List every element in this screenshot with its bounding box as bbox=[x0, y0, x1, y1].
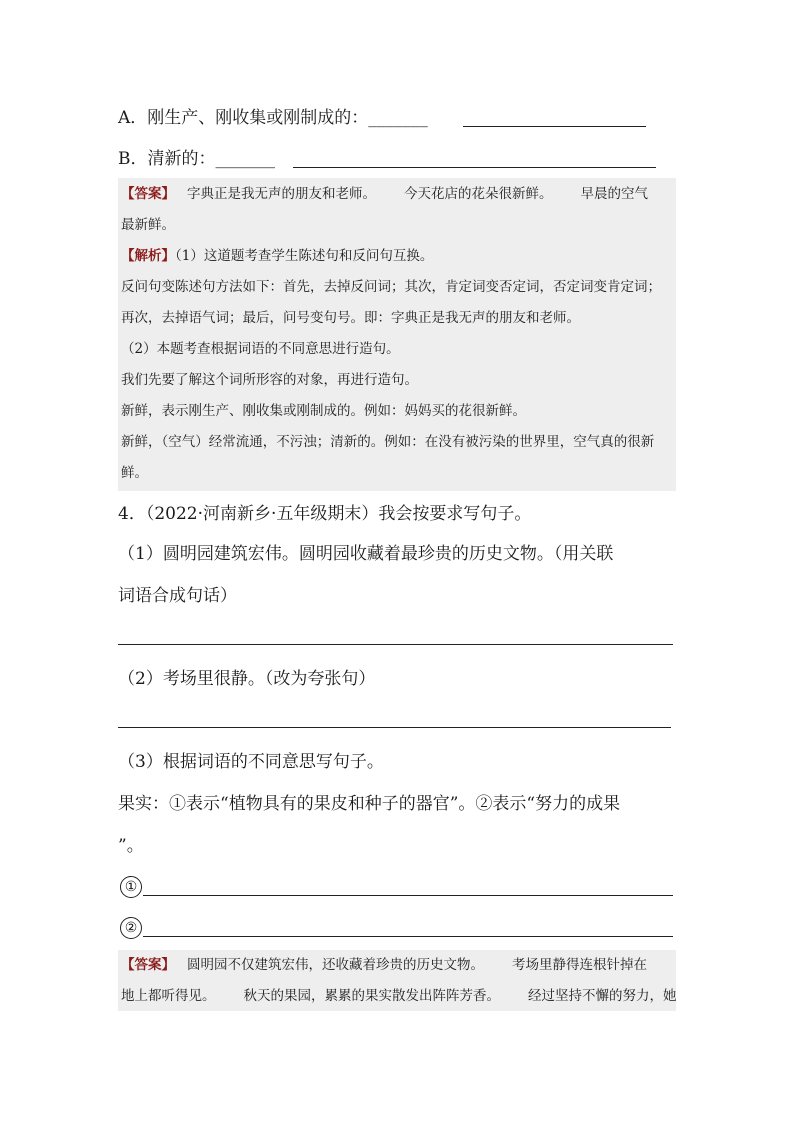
analysis-line-7: 新鲜，（空气）经常流通，不污浊；清新的。例如：在没有被污染的世界里，空气真的很新 bbox=[121, 434, 655, 450]
answer-tag: 【答案】 bbox=[121, 186, 175, 202]
question-4-sub2: （2）考场里很静。（改为夸张句） bbox=[118, 669, 376, 689]
option-b-answer-line[interactable] bbox=[293, 167, 656, 168]
option-a-label: A．刚生产、刚收集或刚制成的： bbox=[118, 108, 369, 128]
analysis-line-4: （2）本题考查根据词语的不同意思进行造句。 bbox=[121, 341, 400, 357]
mark-2: ② bbox=[120, 917, 142, 939]
sub1-answer-line[interactable] bbox=[118, 644, 673, 645]
sub3-answer-line-1[interactable] bbox=[143, 895, 673, 896]
answer-2-item-4: 秋天的果园，累累的果实散发出阵阵芳香。 bbox=[243, 988, 500, 1004]
question-4-sub3-line2: ”。 bbox=[118, 836, 144, 856]
sub2-answer-line[interactable] bbox=[118, 727, 671, 728]
question-4-sub1-line1: （1）圆明园建筑宏伟。圆明园收藏着最珍贵的历史文物。（用关联 bbox=[118, 544, 614, 564]
analysis-line-6: 新鲜，表示刚生产、刚收集或刚制成的。例如：妈妈买的花很新鲜。 bbox=[121, 403, 526, 419]
answer-box-1 bbox=[118, 178, 676, 491]
analysis-line-8: 鲜。 bbox=[121, 465, 148, 481]
option-a-answer-line[interactable] bbox=[463, 126, 646, 127]
answer-2-line-2 bbox=[121, 981, 677, 1012]
analysis-line-5: 我们先要了解这个词所形容的对象，再进行造句。 bbox=[121, 372, 418, 388]
answer-2-item-3: 地上都听得见。 bbox=[121, 988, 216, 1004]
analysis-line-3: 再次，去掉语气词；最后，问号变句号。即：字典正是我无声的朋友和老师。 bbox=[121, 310, 580, 326]
analysis-line-2: 反问句变陈述句方法如下：首先，去掉反问词；其次，肯定词变否定词，否定词变肯定词； bbox=[121, 279, 661, 295]
answer-2-item-1: 圆明园不仅建筑宏伟，还收藏着珍贵的历史文物。 bbox=[187, 957, 484, 973]
option-b-label: B．清新的： bbox=[118, 149, 216, 169]
answer-2-tag: 【答案】 bbox=[121, 957, 175, 973]
option-b bbox=[118, 145, 275, 173]
option-a bbox=[118, 104, 428, 132]
analysis-tag: 【解析】 bbox=[121, 248, 175, 264]
answer-1-item-3: 早晨的空气 bbox=[580, 186, 648, 202]
answer-1-line-2: 最新鲜。 bbox=[121, 217, 175, 233]
answer-1-item-2: 今天花店的花朵很新鲜。 bbox=[404, 186, 553, 202]
answer-2-line-1 bbox=[121, 950, 647, 981]
question-4-sub1-line2: 词语合成句话） bbox=[118, 586, 237, 606]
answer-2-item-5: 经过坚持不懈的努力，她 bbox=[528, 988, 677, 1004]
option-a-blank: _______ bbox=[368, 108, 428, 128]
analysis-line-1 bbox=[121, 241, 433, 272]
sub3-answer-line-2[interactable] bbox=[143, 936, 673, 937]
option-b-blank: _______ bbox=[215, 149, 275, 169]
answer-1-line-1 bbox=[121, 179, 648, 210]
question-4-sub3-line1: 果实：①表示“植物具有的果皮和种子的器官”。②表示“努力的成果 bbox=[118, 794, 621, 814]
answer-box-2 bbox=[118, 950, 676, 1011]
answer-2-item-2: 考场里静得连根针掉在 bbox=[512, 957, 647, 973]
mark-1: ① bbox=[120, 876, 142, 898]
analysis-text-1: （1）这道题考查学生陈述句和反问句互换。 bbox=[175, 248, 434, 264]
question-4-title: 4．（2022·河南新乡·五年级期末）我会按要求写句子。 bbox=[118, 504, 532, 524]
answer-1-item-1: 字典正是我无声的朋友和老师。 bbox=[187, 186, 376, 202]
question-4-sub3: （3）根据词语的不同意思写句子。 bbox=[118, 752, 384, 772]
